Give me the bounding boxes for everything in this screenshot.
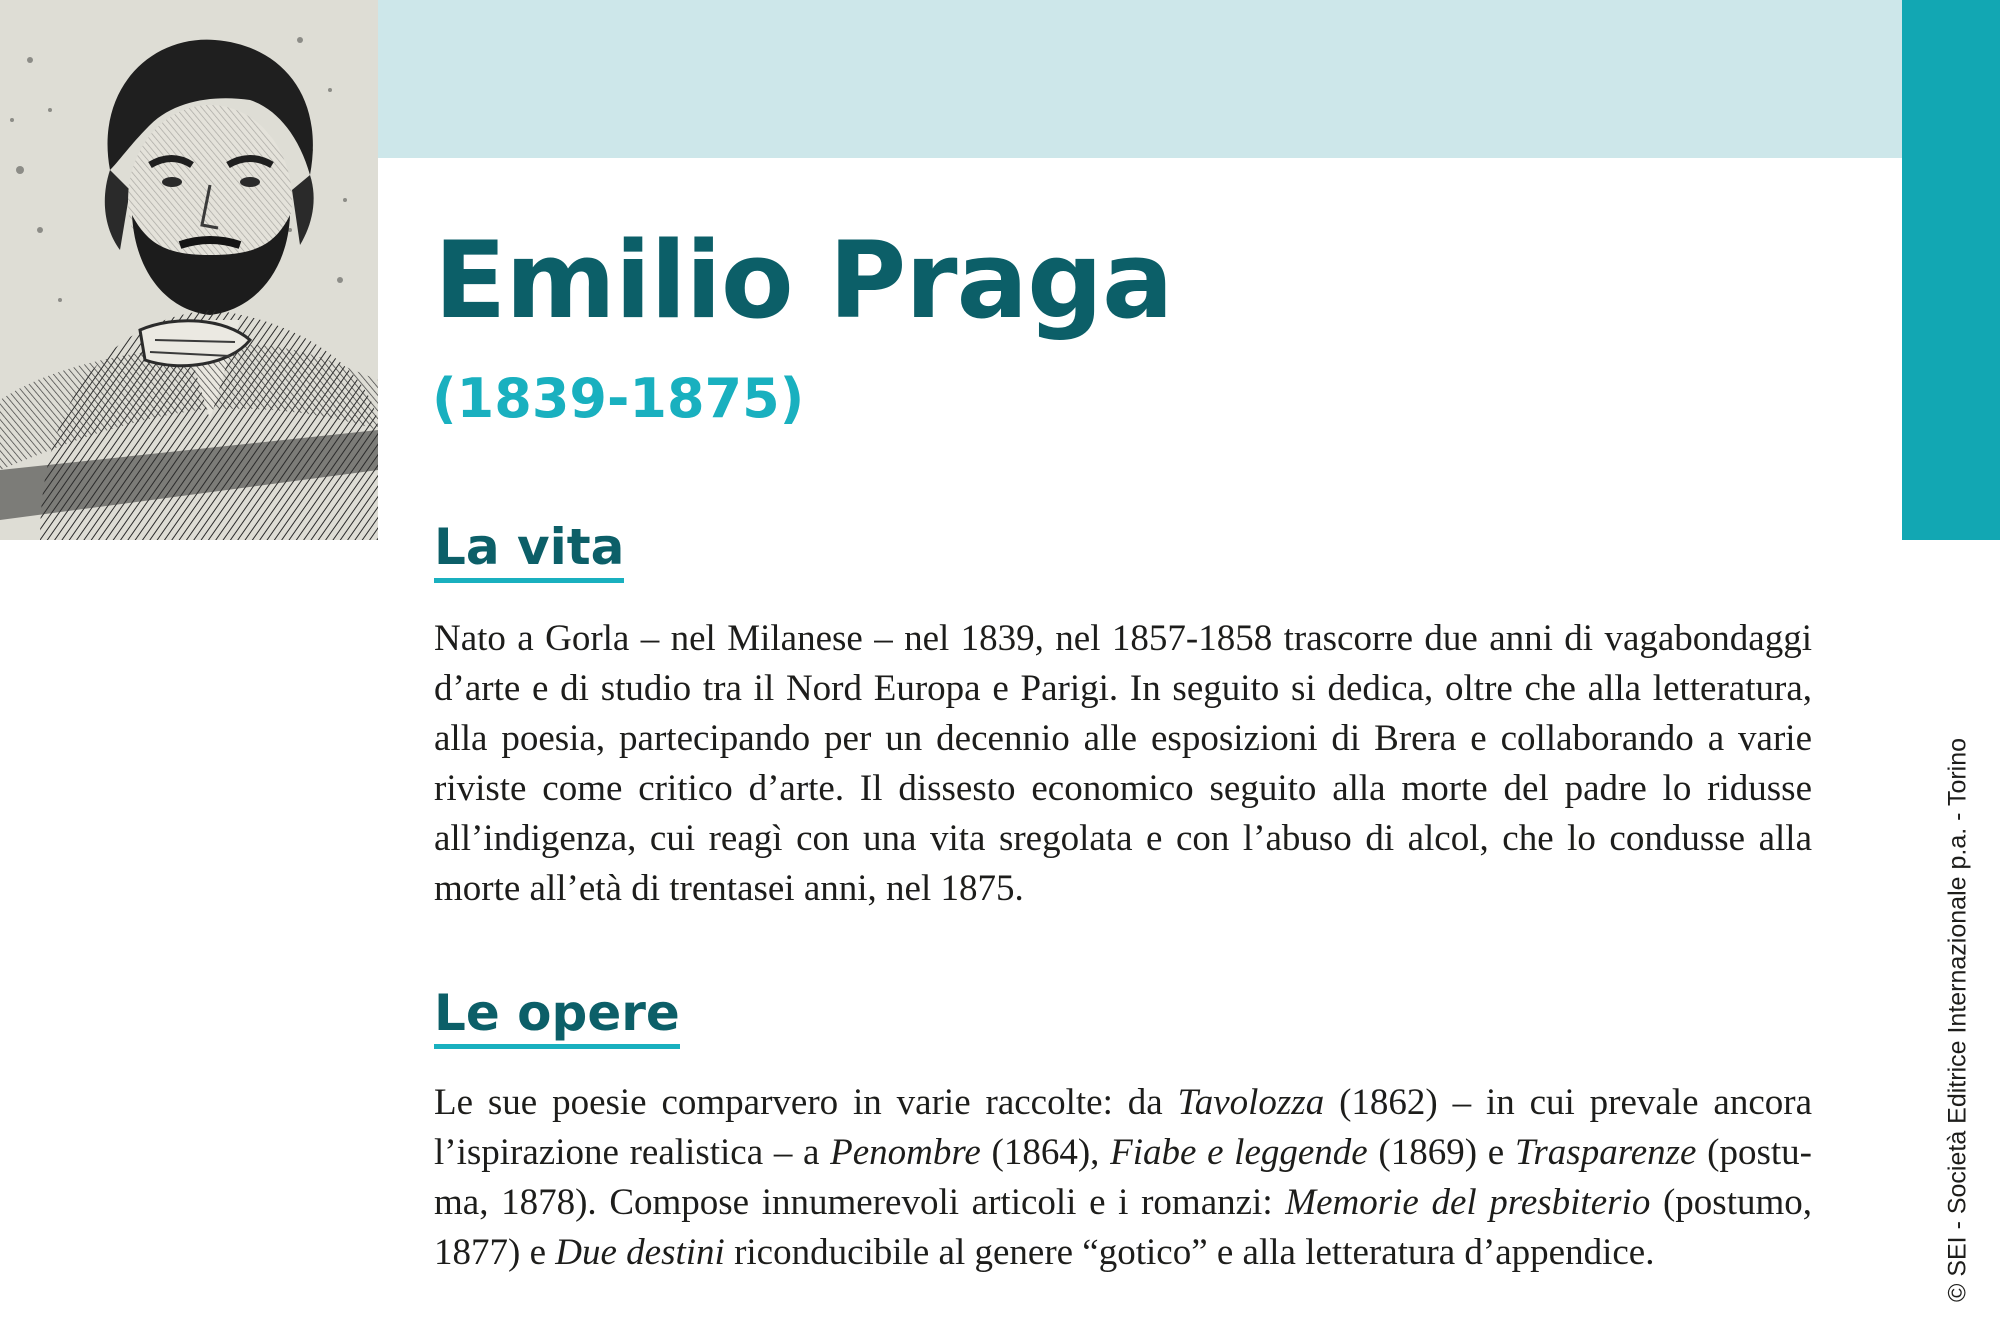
opere-text: (1864), [980,1132,1111,1173]
opere-text: (postumo, 1877) e [434,1182,1813,1273]
work-title: Due destini [555,1232,725,1273]
work-title: Fiabe e leggende [1110,1132,1368,1173]
opere-text: riconducibile al genere “gotico” e alla letteratura d’appendice. [724,1232,1655,1273]
section-paragraph-vita: Nato a Gorla – nel Milanese – nel 1839, nel 1857-1858 trascorre due anni di vagabondaggi d’arte e di studio tra il Nord Europa e Parigi. In seguito si dedica, oltre che alla letteratura, alla poesia, partecipando per un decennio alle esposizioni di Brera e collaborando a varie riviste come critico d’arte. Il dissesto economico seguito alla morte del padre lo ridusse all’indigenza, cui reagì con una vita sregolata e con l’abuso di alcol, che lo condusse alla morte all’età di trentasei anni, nel 1875. [434,618,1812,909]
copyright-notice: © SEI - Società Editrice Internazionale p.a. - Torino [1943,737,1972,1303]
work-title: Penombre [830,1132,981,1173]
author-name: Emilio Praga [434,219,1173,342]
author-dates: (1839-1875) [432,367,805,430]
section-paragraph-opere [434,1078,1812,1278]
top-color-band [378,0,1902,158]
work-title: Tavolozza [1177,1082,1325,1123]
side-color-band [1902,0,2000,540]
work-title: Memorie del presbiterio [1285,1182,1651,1223]
opere-text: (1869) e [1367,1132,1515,1173]
work-title: Trasparenze [1514,1132,1697,1173]
opere-text: (1862) – in cui prevale ancora l’ispirazione realistica – a [434,1082,1812,1173]
opere-text: Le sue poesie comparvero in varie raccolte: da [434,1082,1178,1123]
opere-text: (postuma, 1878). Compose innumerevoli articoli e i romanzi: [434,1132,1812,1223]
portrait-engraving-icon [0,0,378,540]
author-portrait [0,0,378,540]
section-heading-opere: Le opere [434,988,680,1049]
section-heading-vita: La vita [434,522,624,583]
